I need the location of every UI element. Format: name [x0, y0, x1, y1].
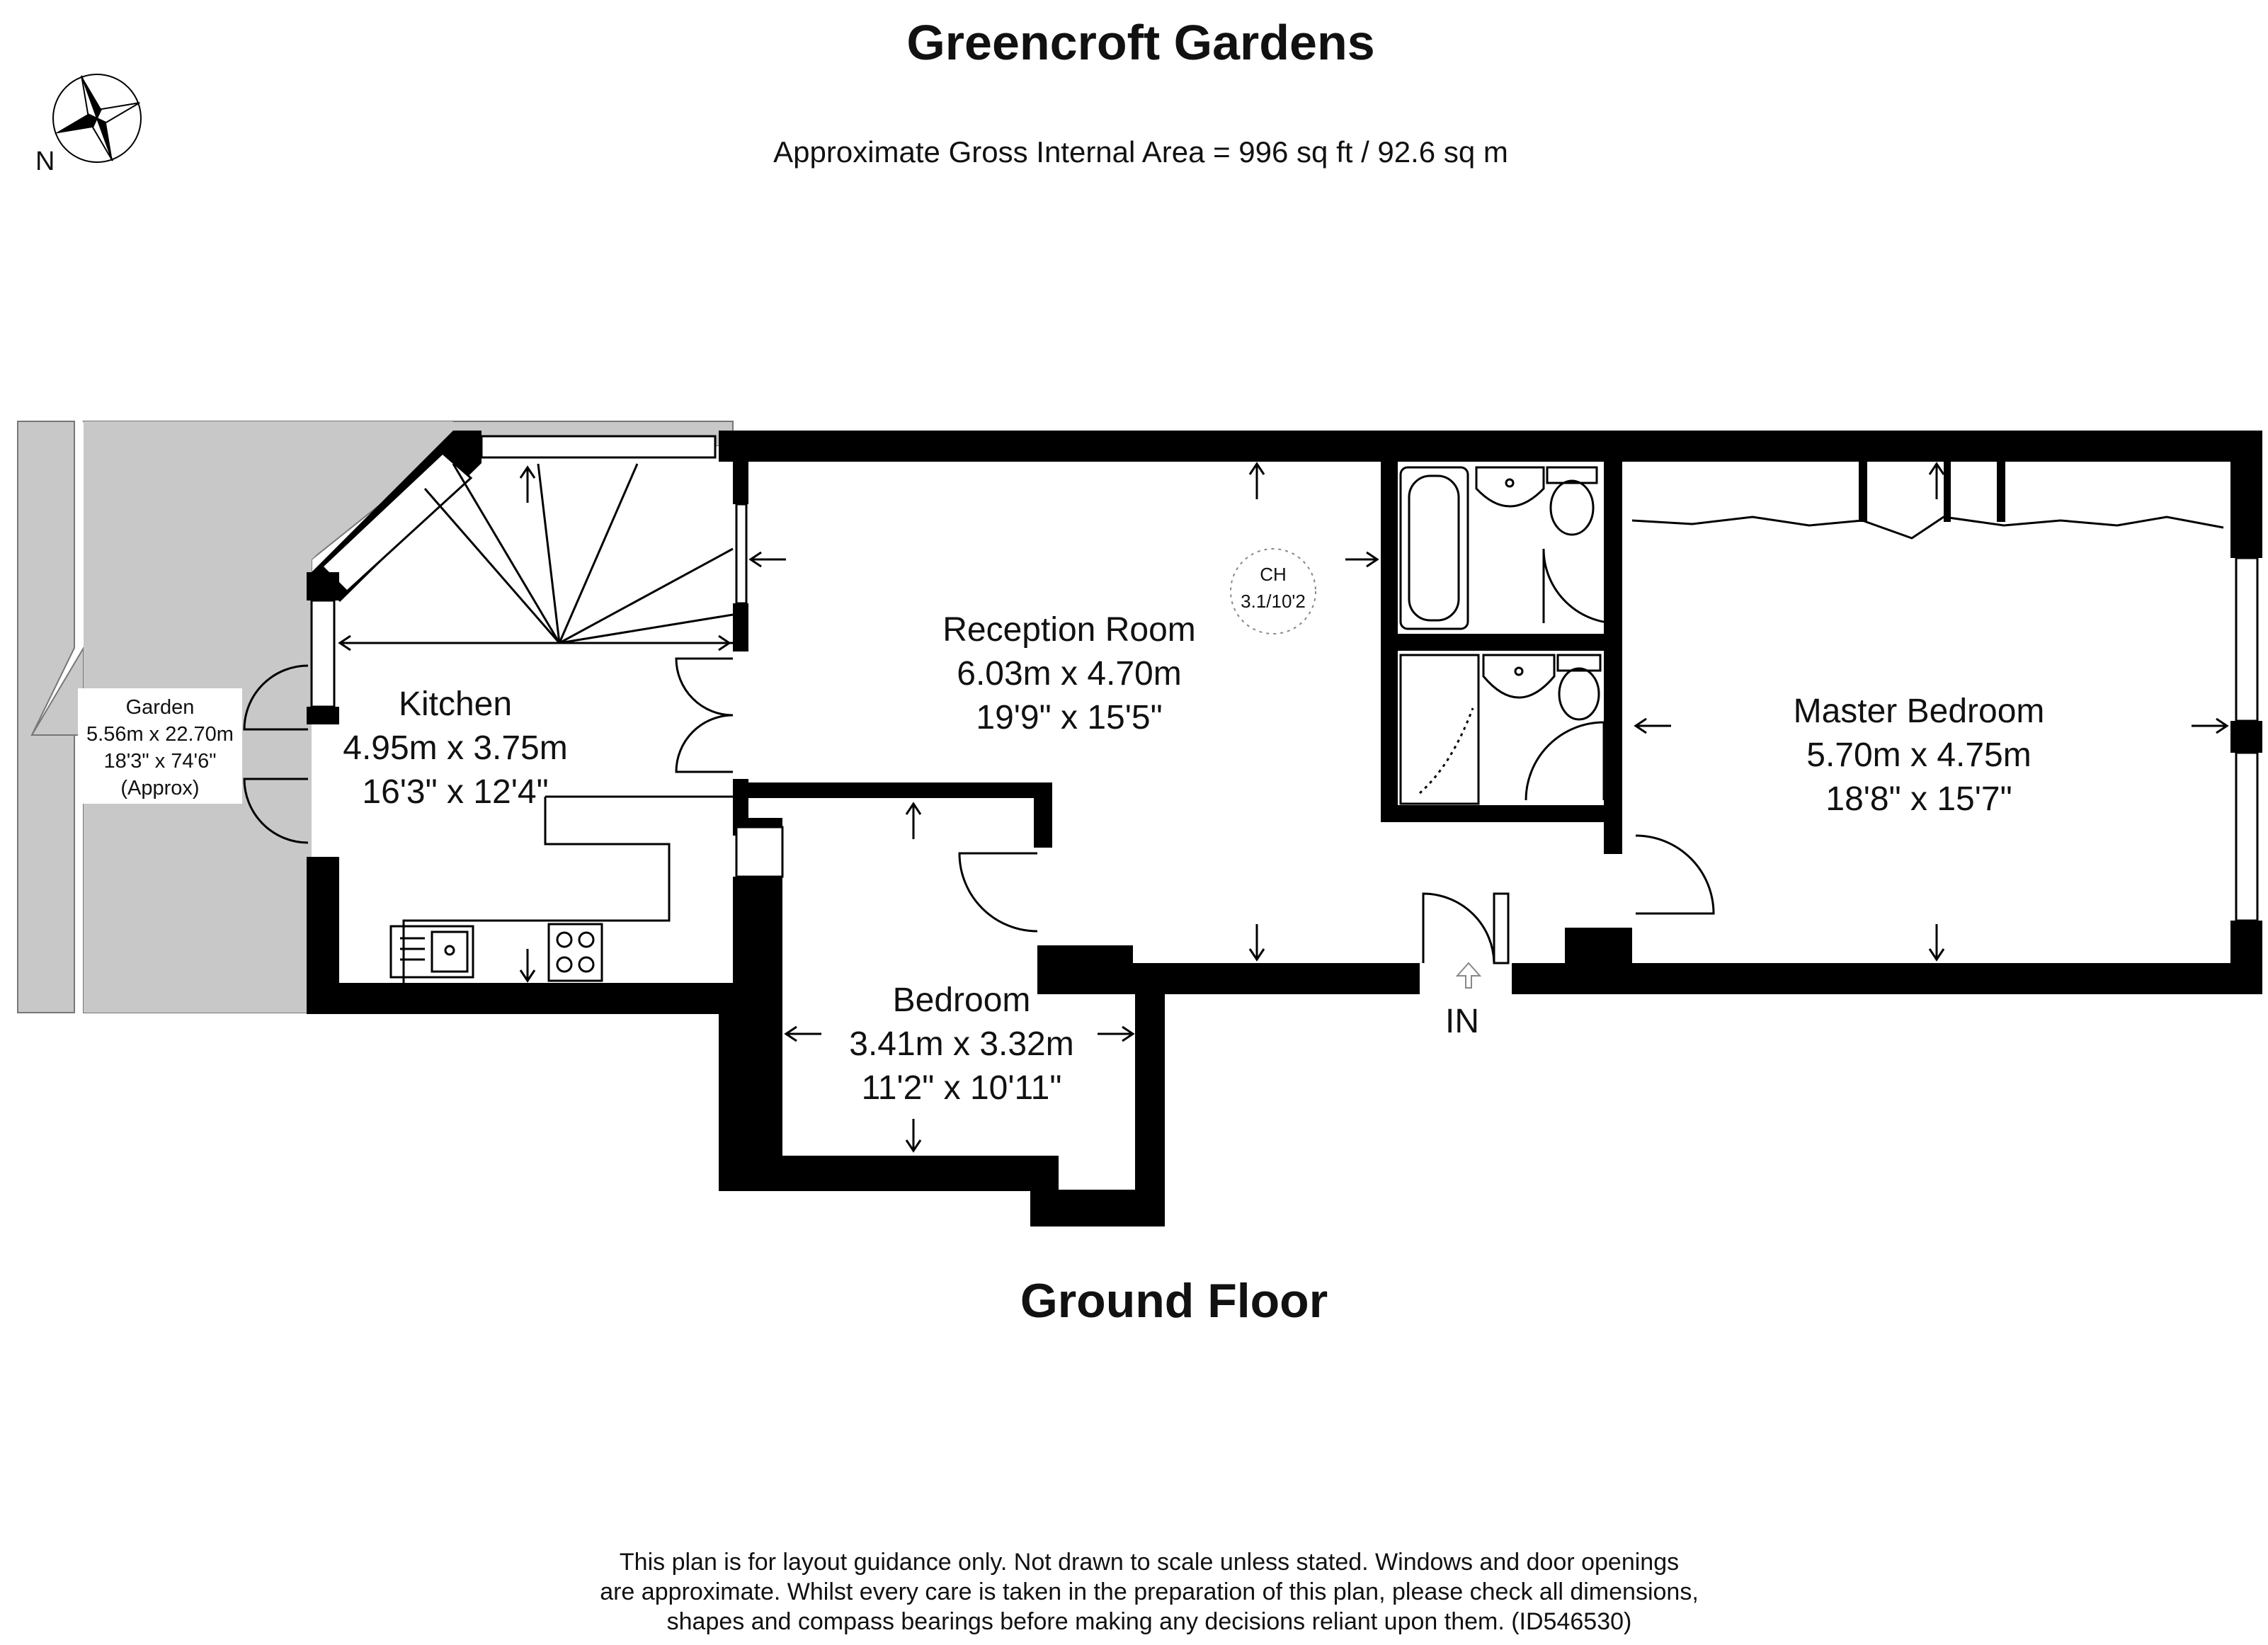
compass-icon: [35, 60, 155, 176]
room-master-bedroom: [1794, 693, 2045, 818]
bedroom-name: Bedroom: [892, 981, 1031, 1019]
disclaimer-line-1: This plan is for layout guidance only. Not drawn to scale unless stated. Windows and door openings: [619, 1549, 1680, 1576]
garden-imperial: 18'3" x 74'6": [103, 750, 217, 773]
disclaimer-line-3: shapes and compass bearings before making any decisions reliant upon them. (ID546530): [666, 1608, 1632, 1635]
disclaimer-line-2: are approximate. Whilst every care is taken in the preparation of this plan, please check all dimensions,: [600, 1578, 1699, 1605]
room-reception: [942, 611, 1196, 736]
garden-name: Garden: [125, 696, 195, 719]
master-imperial: 18'8" x 15'7": [1825, 780, 2012, 818]
gross-area: Approximate Gross Internal Area = 996 sq ft / 92.6 sq m: [773, 135, 1508, 169]
disclaimer: [600, 1549, 1699, 1635]
master-name: Master Bedroom: [1793, 693, 2045, 730]
floor-label: Ground Floor: [1020, 1274, 1328, 1328]
kitchen-imperial: 16'3" x 12'4": [362, 773, 549, 811]
garden-metric: 5.56m x 22.70m: [86, 723, 234, 746]
kitchen-name: Kitchen: [398, 685, 513, 723]
reception-imperial: 19'9" x 15'5": [976, 699, 1163, 736]
reception-metric: 6.03m x 4.70m: [957, 655, 1182, 693]
bedroom-metric: 3.41m x 3.32m: [849, 1025, 1074, 1063]
bedroom-imperial: 11'2" x 10'11": [861, 1069, 1062, 1107]
master-metric: 5.70m x 4.75m: [1806, 736, 2031, 774]
kitchen-metric: 4.95m x 3.75m: [343, 729, 568, 767]
entrance-arrow-icon: [1457, 963, 1480, 988]
garden-note: (Approx): [120, 777, 200, 799]
reception-name: Reception Room: [942, 611, 1196, 649]
ch-label: CH: [1260, 564, 1287, 585]
entrance-label: IN: [1445, 1003, 1479, 1040]
plan-title: Greencroft Gardens: [906, 15, 1375, 70]
compass-north-label: N: [35, 147, 55, 176]
ch-value: 3.1/10'2: [1241, 591, 1306, 612]
